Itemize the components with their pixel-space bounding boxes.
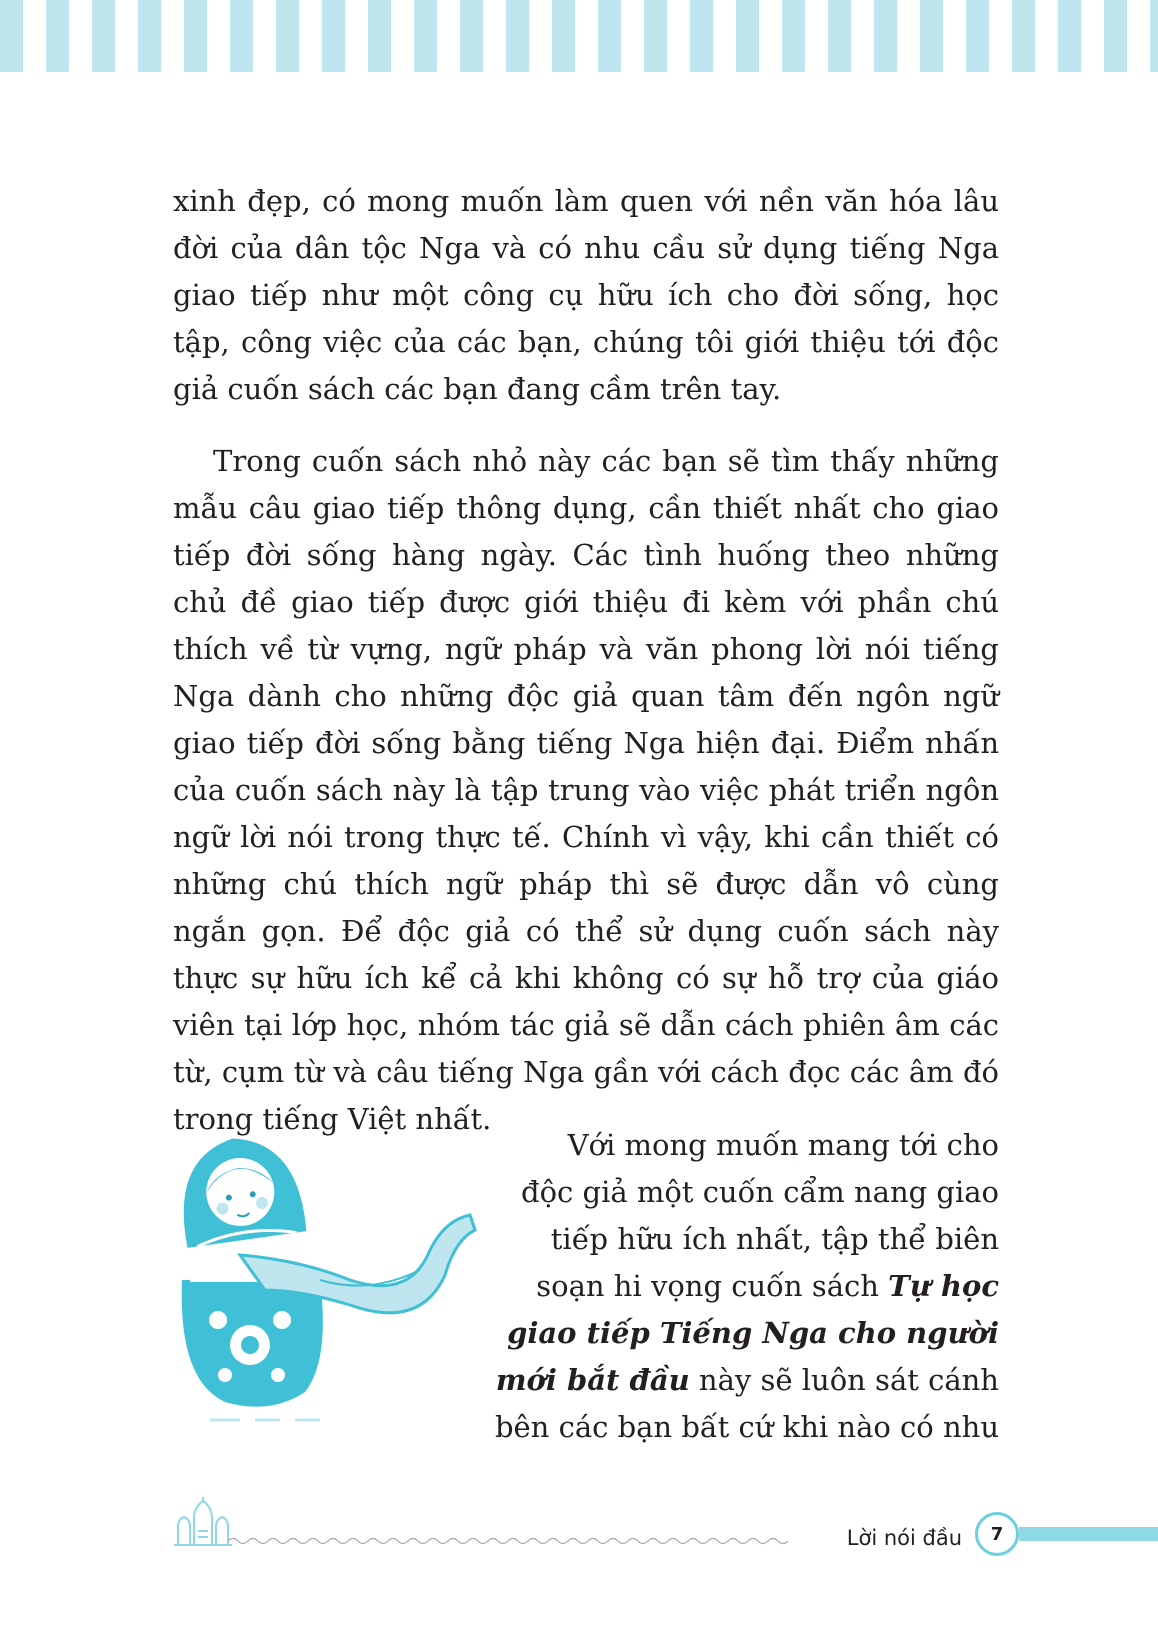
page-number: 7 xyxy=(975,1512,1019,1556)
paragraph-intro: xinh đẹp, có mong muốn làm quen với nền văn hóa lâu đời của dân tộc Nga và có nhu cầu sử dụng tiếng Nga giao tiếp như một công cụ hữu ích cho đời sống, học tập, công việc của các bạn, chúng tôi giới thiệu tới độc giả cuốn sách các bạn đang cầm trên tay. xyxy=(173,184,999,406)
closing-line-2: độc giả một cuốn cẩm nang giao xyxy=(521,1175,999,1209)
closing-last-line: bên các bạn bất cứ khi nào có nhu xyxy=(494,1410,999,1444)
paragraph-closing xyxy=(480,1122,999,1451)
closing-after-title: này sẽ luôn sát cánh xyxy=(689,1363,999,1397)
book-title-part-1: Tự học xyxy=(888,1269,999,1303)
closing-line-4: soạn hi vọng cuốn sách xyxy=(536,1269,889,1303)
book-title-part-3: mới bắt đầu xyxy=(495,1363,690,1397)
closing-line-1: Với mong muốn mang tới cho xyxy=(567,1128,999,1162)
closing-line-3: tiếp hữu ích nhất, tập thể biên xyxy=(550,1222,999,1256)
book-title-part-2: giao tiếp Tiếng Nga cho người xyxy=(507,1316,999,1350)
paragraph-content: Trong cuốn sách nhỏ này các bạn sẽ tìm thấy những mẫu câu giao tiếp thông dụng, cần thiết nhất cho giao tiếp đời sống hàng ngày. Các tình huống theo những chủ đề giao tiếp được giới thiệu đi kèm với phần chú thích về từ vựng, ngữ pháp và văn phong lời nói tiếng Nga dành cho những độc giả quan tâm đến ngôn ngữ giao tiếp đời sống bằng tiếng Nga hiện đại. Điểm nhấn của cuốn sách này là tập trung vào việc phát triển ngôn ngữ lời nói trong thực tế. Chính vì vậy, khi cần thiết có những chú thích ngữ pháp thì sẽ được dẫn vô cùng ngắn gọn. Để độc giả có thể sử dụng cuốn sách này thực sự hữu ích kể cả khi không có sự hỗ trợ của giáo viên tại lớp học, nhóm tác giả sẽ dẫn cách phiên âm các từ, cụm từ và câu tiếng Nga gần với cách đọc các âm đó trong tiếng Việt nhất. xyxy=(173,444,999,1136)
matryoshka-doll-icon xyxy=(170,1130,500,1430)
castle-icon xyxy=(170,1497,236,1547)
section-label: Lời nói đầu xyxy=(846,1526,962,1550)
top-stripe-border xyxy=(0,0,1158,72)
footer-accent-bar xyxy=(1019,1527,1158,1541)
footer-wave-divider xyxy=(228,1536,788,1546)
